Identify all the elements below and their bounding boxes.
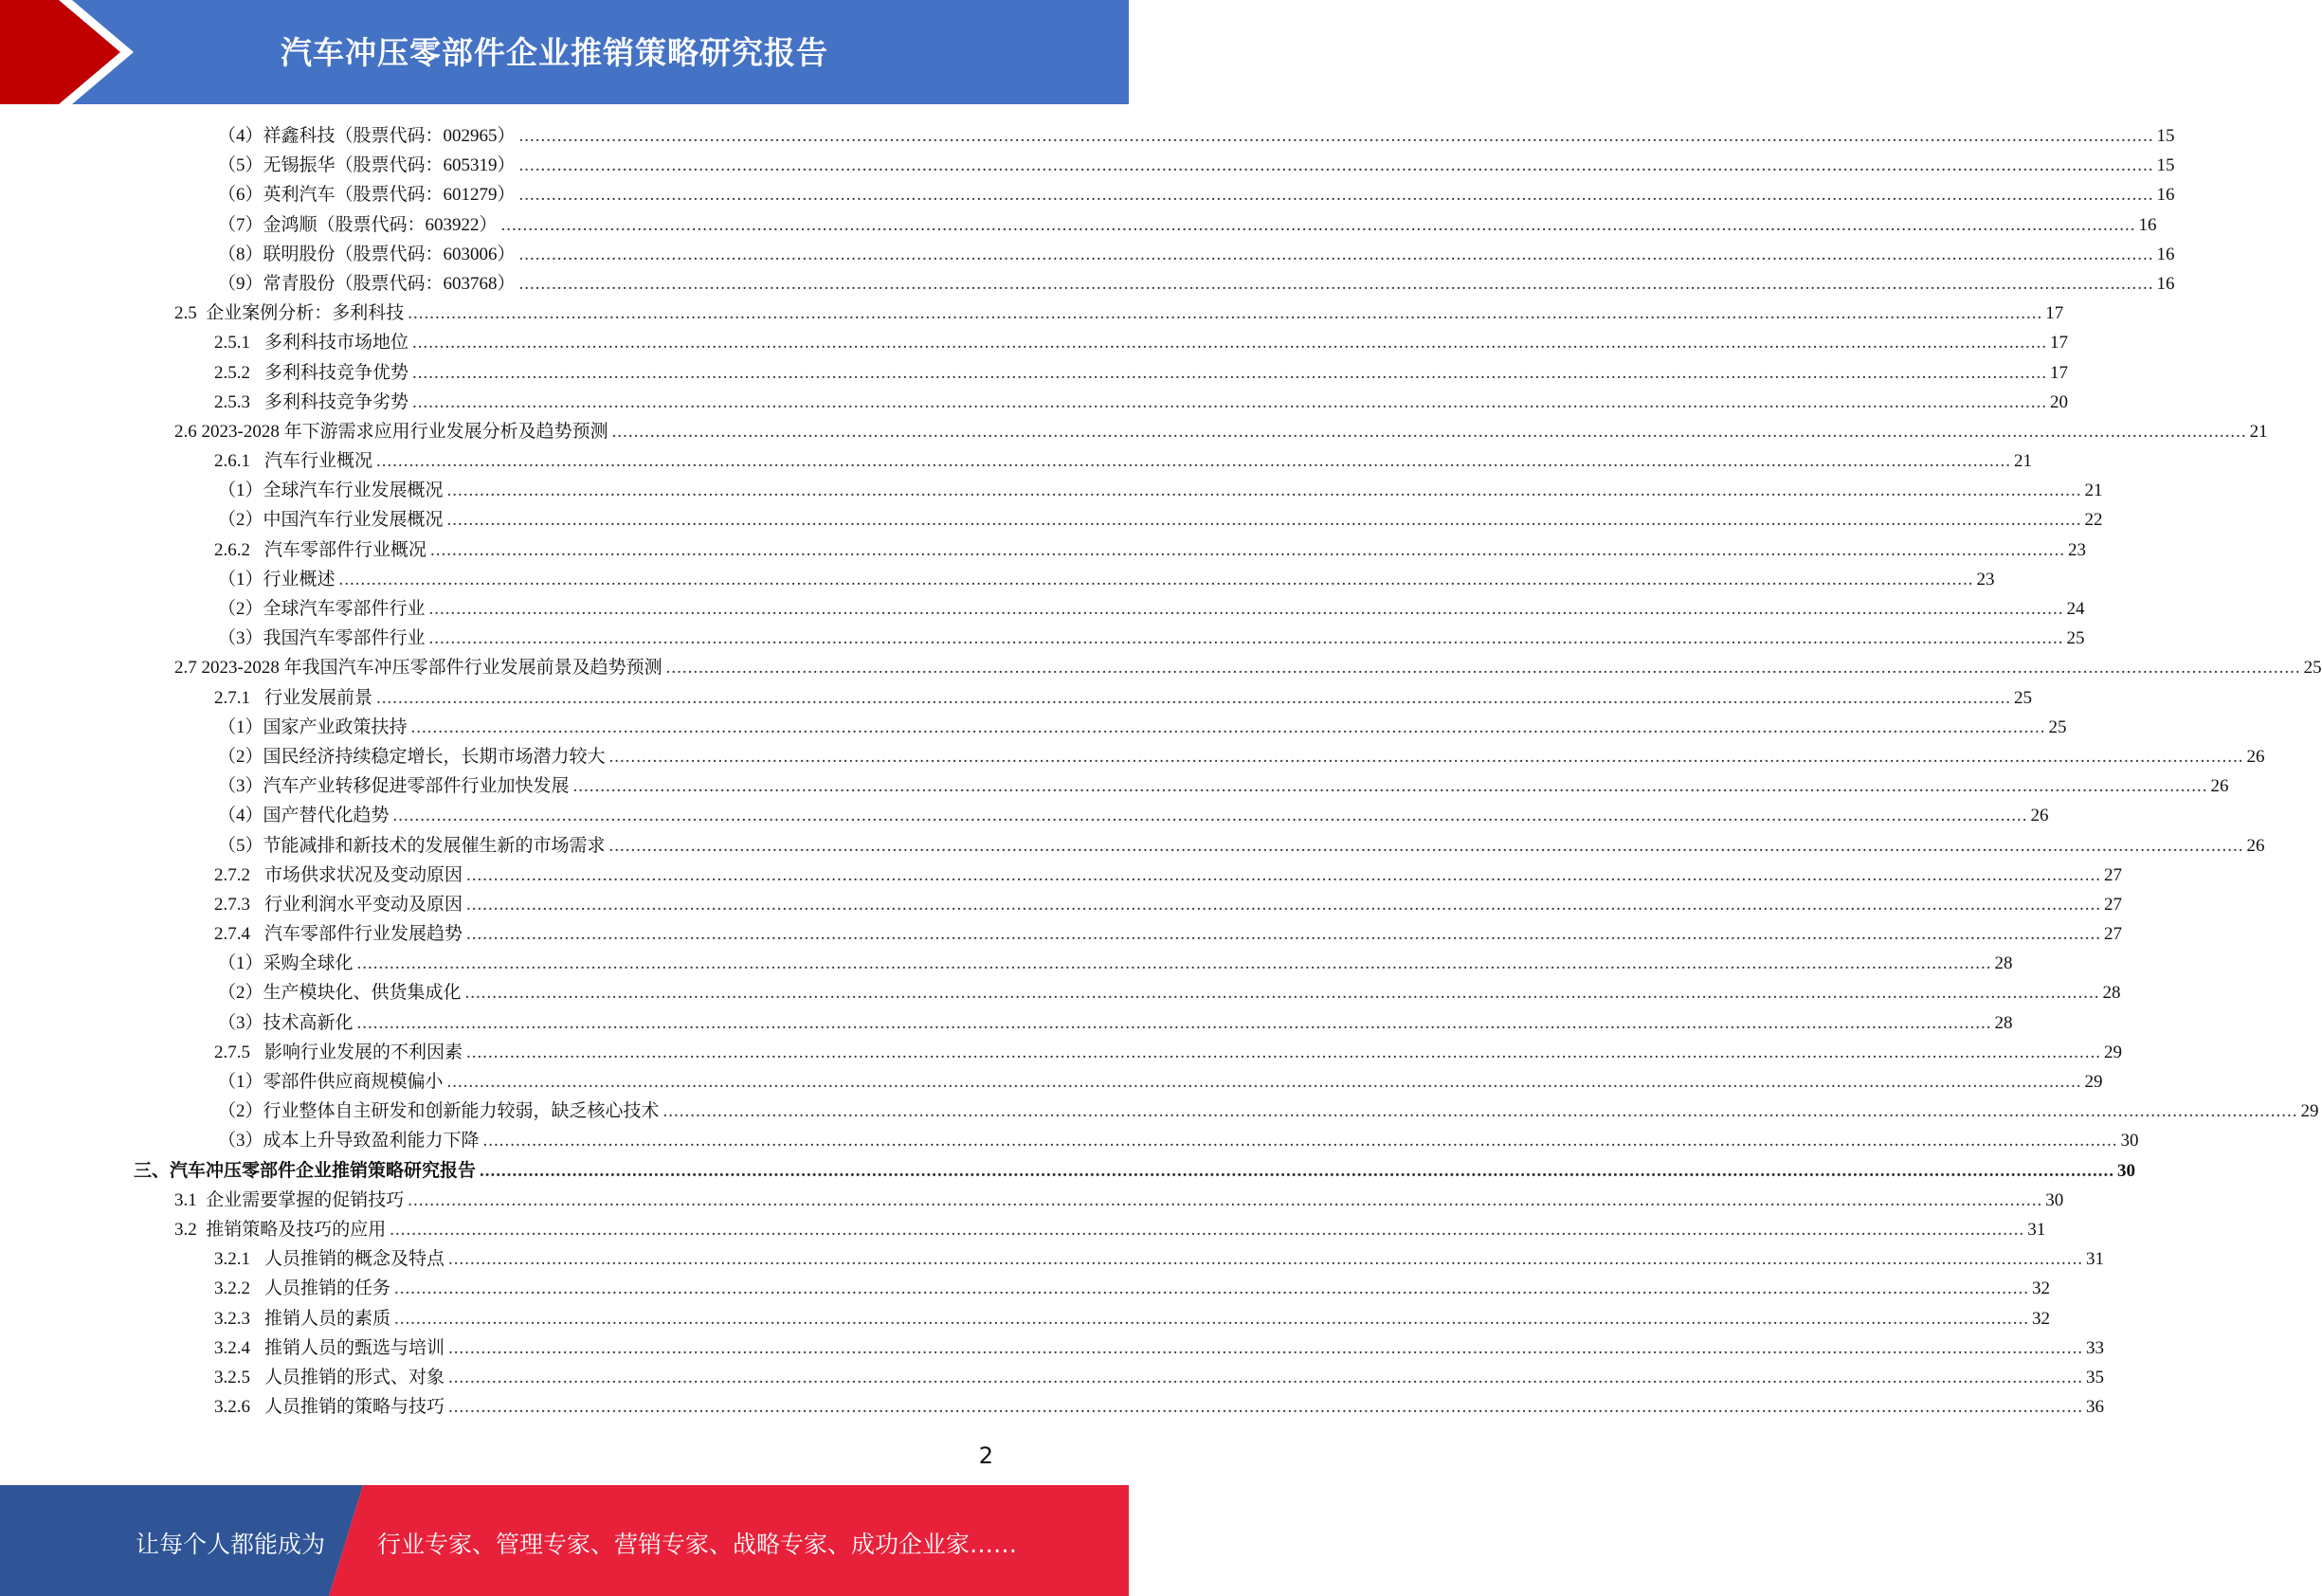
toc-entry-number: （1） — [218, 481, 263, 501]
toc-entry-title: 行业利润水平变动及原因 — [264, 894, 463, 915]
toc-entry[interactable] — [0, 1244, 2105, 1274]
toc-dot-leader: ............................................................................................................................................................................................................................................................................................................ — [446, 481, 2082, 501]
toc-dot-leader: ............................................................................................................................................................................................................................................................................................................ — [428, 628, 2064, 649]
toc-entry-page: 28 — [1994, 953, 2013, 974]
toc-entry[interactable] — [0, 831, 2265, 861]
toc-entry-number: 3.2.1 — [214, 1249, 250, 1270]
toc-entry-number: 2.7.5 — [214, 1042, 250, 1062]
toc-entry-number: 2.7.1 — [214, 687, 250, 708]
toc-dot-leader: ............................................................................................................................................................................................................................................................................................................ — [376, 687, 2012, 708]
toc-entry-page: 25 — [2014, 687, 2033, 708]
toc-entry[interactable] — [0, 328, 2069, 357]
toc-entry-title: 人员推销的形式、对象 — [264, 1367, 445, 1387]
toc-dot-leader: ............................................................................................................................................................................................................................................................................................................ — [446, 510, 2082, 531]
table-of-contents — [0, 121, 2322, 1422]
toc-dot-leader: ............................................................................................................................................................................................................................................................................................................ — [448, 1337, 2084, 1358]
toc-dot-leader: ............................................................................................................................................................................................................................................................................................................ — [448, 1367, 2084, 1387]
toc-dot-leader: ............................................................................................................................................................................................................................................................................................................ — [428, 599, 2064, 619]
toc-entry-page: 30 — [2117, 1160, 2136, 1181]
toc-entry-page: 21 — [2014, 451, 2033, 472]
toc-entry-title: 零部件供应商规模偏小 — [263, 1072, 444, 1092]
toc-entry-page: 17 — [2050, 362, 2069, 383]
toc-entry-number: 2.5.3 — [214, 391, 250, 412]
toc-dot-leader: ............................................................................................................................................................................................................................................................................................................ — [446, 1072, 2082, 1092]
toc-entry-number: 2.6.2 — [214, 539, 250, 560]
toc-entry[interactable] — [0, 1156, 2136, 1186]
toc-entry[interactable] — [0, 1392, 2105, 1422]
toc-entry-page: 16 — [2156, 185, 2175, 206]
toc-entry-title: 推销策略及技巧的应用 — [206, 1219, 387, 1240]
toc-entry-page: 15 — [2156, 155, 2175, 176]
toc-entry-number: （5） — [218, 835, 263, 856]
toc-entry-number: 2.7.3 — [214, 894, 250, 915]
toc-entry-number: （4） — [218, 126, 263, 146]
toc-entry[interactable] — [0, 1067, 2103, 1097]
toc-entry-title: 国产替代化趋势 — [263, 806, 390, 826]
toc-entry-title: 多利科技竞争劣势 — [264, 391, 409, 412]
toc-entry-page: 20 — [2050, 391, 2069, 412]
toc-entry-title: 人员推销的策略与技巧 — [264, 1397, 445, 1418]
toc-dot-leader: ............................................................................................................................................................................................................................................................................................................ — [665, 658, 2301, 679]
footer-slogan-right: 行业专家、管理专家、营销专家、战略专家、成功企业家…… — [377, 1531, 1018, 1558]
toc-dot-leader: ............................................................................................................................................................................................................................................................................................................ — [412, 362, 2048, 383]
toc-entry-title: 节能减排和新技术的发展催生新的市场需求 — [263, 835, 606, 856]
toc-entry-page: 25 — [2048, 716, 2067, 737]
toc-entry[interactable] — [0, 1274, 2051, 1303]
toc-entry-page: 32 — [2032, 1279, 2051, 1299]
toc-entry[interactable] — [0, 565, 1995, 594]
toc-entry[interactable] — [0, 240, 2175, 269]
toc-entry-title: 汽车冲压零部件企业推销策略研究报告 — [170, 1160, 477, 1181]
toc-entry[interactable] — [0, 919, 2123, 949]
toc-entry[interactable] — [0, 683, 2033, 713]
toc-dot-leader: ............................................................................................................................................................................................................................................................................................................ — [410, 716, 2046, 737]
toc-entry-page: 16 — [2156, 244, 2175, 264]
toc-entry[interactable] — [0, 1126, 2139, 1155]
toc-dot-leader: ............................................................................................................................................................................................................................................................................................................ — [448, 1249, 2084, 1270]
toc-entry-number: （4） — [218, 806, 263, 826]
toc-entry-number: 2.7.2 — [214, 864, 250, 885]
toc-entry-page: 27 — [2104, 864, 2123, 885]
toc-entry[interactable] — [0, 269, 2175, 299]
toc-entry-title: 常青股份（股票代码：603768） — [263, 273, 516, 294]
toc-entry-title: 市场供求状况及变动原因 — [264, 864, 463, 885]
toc-dot-leader: ............................................................................................................................................................................................................................................................................................................ — [480, 1160, 2115, 1181]
toc-entry-page: 29 — [2104, 1042, 2123, 1062]
toc-entry-number: 2.5 — [174, 303, 207, 324]
toc-entry[interactable] — [0, 771, 2229, 801]
toc-entry-number: 3.2.4 — [214, 1337, 250, 1358]
toc-entry[interactable] — [0, 417, 2268, 446]
toc-entry-title: 全球汽车零部件行业 — [263, 599, 426, 619]
toc-dot-leader: ............................................................................................................................................................................................................................................................................................................ — [518, 155, 2154, 176]
toc-entry[interactable] — [0, 890, 2123, 919]
toc-dot-leader: ............................................................................................................................................................................................................................................................................................................ — [608, 835, 2244, 856]
toc-entry-page: 29 — [2084, 1072, 2103, 1092]
toc-entry-title: 国民经济持续稳定增长，长期市场潜力较大 — [263, 746, 606, 767]
toc-entry-page: 22 — [2084, 510, 2103, 531]
toc-entry-page: 32 — [2032, 1308, 2051, 1329]
toc-entry-number: （5） — [218, 155, 263, 176]
toc-entry-number: 2.6 — [174, 421, 202, 442]
toc-entry-title: 行业概述 — [263, 569, 336, 589]
toc-entry-title: 2023-2028 年下游需求应用行业发展分析及趋势预测 — [201, 421, 608, 442]
toc-entry-number: （6） — [218, 185, 263, 206]
toc-entry-number: （2） — [218, 599, 263, 619]
toc-entry-title: 中国汽车行业发展概况 — [263, 510, 444, 531]
toc-entry[interactable] — [0, 210, 2157, 240]
toc-entry-title: 我国汽车零部件行业 — [263, 628, 426, 649]
page-footer — [0, 1485, 1129, 1596]
toc-entry[interactable] — [0, 978, 2121, 1007]
toc-entry-page: 25 — [2066, 628, 2085, 649]
toc-entry[interactable] — [0, 505, 2103, 535]
toc-entry-page: 21 — [2084, 481, 2103, 501]
toc-entry[interactable] — [0, 151, 2175, 180]
toc-entry-title: 企业案例分析：多利科技 — [206, 303, 405, 324]
toc-dot-leader: ............................................................................................................................................................................................................................................................................................................ — [518, 126, 2154, 146]
toc-entry-page: 28 — [2102, 983, 2121, 1004]
toc-entry-number: （1） — [218, 569, 263, 589]
toc-dot-leader: ............................................................................................................................................................................................................................................................................................................ — [662, 1101, 2298, 1122]
toc-entry-page: 35 — [2086, 1367, 2105, 1387]
toc-entry[interactable] — [0, 1186, 2064, 1215]
toc-dot-leader: ............................................................................................................................................................................................................................................................................................................ — [608, 746, 2244, 767]
toc-entry[interactable] — [0, 861, 2123, 890]
toc-entry-page: 17 — [2050, 333, 2069, 354]
toc-entry-page: 26 — [2210, 776, 2229, 797]
toc-entry-page: 17 — [2045, 303, 2064, 324]
toc-entry-page: 29 — [2300, 1101, 2319, 1122]
toc-entry-page: 27 — [2104, 894, 2123, 915]
toc-entry-title: 企业需要掌握的促销技巧 — [206, 1189, 405, 1210]
toc-entry[interactable] — [0, 180, 2175, 209]
toc-dot-leader: ............................................................................................................................................................................................................................................................................................................ — [356, 953, 1992, 974]
toc-dot-leader: ............................................................................................................................................................................................................................................................................................................ — [430, 539, 2066, 560]
toc-entry-title: 金鸿顺（股票代码：603922） — [263, 214, 498, 235]
toc-entry[interactable] — [0, 446, 2033, 476]
toc-dot-leader: ............................................................................................................................................................................................................................................................................................................ — [482, 1131, 2118, 1152]
toc-dot-leader: ............................................................................................................................................................................................................................................................................................................ — [338, 569, 1974, 589]
toc-entry-title: 汽车行业概况 — [264, 451, 373, 472]
toc-entry[interactable] — [0, 1215, 2046, 1244]
toc-entry-number: （9） — [218, 273, 263, 294]
toc-entry-title: 联明股份（股票代码：603006） — [263, 244, 516, 264]
toc-entry-title: 英利汽车（股票代码：601279） — [263, 185, 516, 206]
toc-entry-number: （1） — [218, 1072, 263, 1092]
toc-entry-title: 推销人员的甄选与培训 — [264, 1337, 445, 1358]
toc-dot-leader: ............................................................................................................................................................................................................................................................................................................ — [518, 185, 2154, 206]
toc-dot-leader: ............................................................................................................................................................................................................................................................................................................ — [408, 1189, 2043, 1210]
toc-dot-leader: ............................................................................................................................................................................................................................................................................................................ — [466, 894, 2102, 915]
toc-entry[interactable] — [0, 653, 2322, 682]
toc-entry[interactable] — [0, 949, 2013, 978]
toc-entry-title: 行业发展前景 — [264, 687, 373, 708]
toc-entry-number: 2.5.2 — [214, 362, 250, 383]
toc-entry-title: 多利科技市场地位 — [264, 333, 409, 354]
toc-entry-page: 21 — [2249, 421, 2268, 442]
toc-entry[interactable] — [0, 594, 2085, 624]
toc-entry-title: 无锡振华（股票代码：605319） — [263, 155, 516, 176]
toc-entry-page: 36 — [2086, 1397, 2105, 1418]
toc-entry-number: （2） — [218, 983, 263, 1004]
toc-entry-page: 23 — [2068, 539, 2087, 560]
toc-entry[interactable] — [0, 1097, 2319, 1126]
toc-dot-leader: ............................................................................................................................................................................................................................................................................................................ — [412, 333, 2048, 354]
toc-entry-number: （8） — [218, 244, 263, 264]
toc-entry[interactable] — [0, 742, 2265, 771]
toc-entry-title: 人员推销的概念及特点 — [264, 1249, 445, 1270]
toc-entry-number: 3.2.5 — [214, 1367, 250, 1387]
toc-entry-number: （1） — [218, 716, 263, 737]
toc-entry-number: 3.2.6 — [214, 1397, 250, 1418]
toc-entry-page: 24 — [2066, 599, 2085, 619]
toc-entry[interactable] — [0, 1008, 2013, 1038]
toc-entry-title: 全球汽车行业发展概况 — [263, 481, 444, 501]
toc-entry-title: 汽车零部件行业概况 — [264, 539, 427, 560]
footer-slogan-left: 让每个人都能成为 — [136, 1531, 326, 1558]
report-title: 汽车冲压零部件企业推销策略研究报告 — [281, 34, 828, 71]
toc-entry[interactable] — [0, 713, 2067, 742]
toc-dot-leader: ............................................................................................................................................................................................................................................................................................................ — [448, 1397, 2084, 1418]
toc-entry-page: 31 — [2086, 1249, 2105, 1270]
toc-dot-leader: ............................................................................................................................................................................................................................................................................................................ — [518, 244, 2154, 264]
toc-dot-leader: ............................................................................................................................................................................................................................................................................................................ — [518, 273, 2154, 294]
toc-entry-page: 23 — [1976, 569, 1995, 589]
toc-dot-leader: ............................................................................................................................................................................................................................................................................................................ — [376, 451, 2012, 472]
toc-entry-number: （7） — [218, 214, 263, 235]
toc-entry-number: （2） — [218, 1101, 263, 1122]
toc-entry-title: 2023-2028 年我国汽车冲压零部件行业发展前景及趋势预测 — [201, 658, 662, 679]
toc-dot-leader: ............................................................................................................................................................................................................................................................................................................ — [500, 214, 2136, 235]
toc-entry-number: 3.2.2 — [214, 1279, 250, 1299]
toc-entry-number: 3.2 — [174, 1219, 207, 1240]
toc-entry-page: 16 — [2138, 214, 2157, 235]
toc-dot-leader: ............................................................................................................................................................................................................................................................................................................ — [356, 1012, 1992, 1033]
toc-dot-leader: ............................................................................................................................................................................................................................................................................................................ — [611, 421, 2247, 442]
toc-entry-page: 30 — [2120, 1131, 2139, 1152]
toc-entry-title: 汽车零部件行业发展趋势 — [264, 924, 463, 945]
toc-entry-number: 2.7.4 — [214, 924, 250, 945]
toc-entry-number: 3.2.3 — [214, 1308, 250, 1329]
toc-entry-title: 国家产业政策扶持 — [263, 716, 408, 737]
toc-dot-leader: ............................................................................................................................................................................................................................................................................................................ — [392, 806, 2028, 826]
toc-entry-title: 多利科技竞争优势 — [264, 362, 409, 383]
toc-entry-title: 影响行业发展的不利因素 — [264, 1042, 463, 1062]
toc-dot-leader: ............................................................................................................................................................................................................................................................................................................ — [466, 1042, 2102, 1062]
toc-entry-page: 26 — [2246, 835, 2265, 856]
toc-dot-leader: ............................................................................................................................................................................................................................................................................................................ — [464, 983, 2100, 1004]
toc-entry-title: 祥鑫科技（股票代码：002965） — [263, 126, 516, 146]
toc-entry-page: 16 — [2156, 273, 2175, 294]
toc-dot-leader: ............................................................................................................................................................................................................................................................................................................ — [466, 924, 2102, 945]
toc-dot-leader: ............................................................................................................................................................................................................................................................................................................ — [466, 864, 2102, 885]
page-header — [0, 0, 1129, 104]
page-number: 2 — [978, 1442, 993, 1469]
toc-entry-number: 2.5.1 — [214, 333, 250, 354]
toc-entry-number: 三、 — [134, 1160, 171, 1181]
toc-entry-page: 26 — [2246, 746, 2265, 767]
toc-entry-title: 汽车产业转移促进零部件行业加快发展 — [263, 776, 570, 797]
toc-entry-title: 行业整体自主研发和创新能力较弱，缺乏核心技术 — [263, 1101, 660, 1122]
toc-entry-number: （3） — [218, 1131, 263, 1152]
toc-entry-page: 31 — [2027, 1219, 2046, 1240]
toc-entry-number: 2.7 — [174, 658, 202, 679]
toc-entry-number: （3） — [218, 776, 263, 797]
toc-entry[interactable] — [0, 1363, 2105, 1392]
toc-entry-number: （1） — [218, 953, 263, 974]
toc-entry-number: （2） — [218, 746, 263, 767]
toc-entry-title: 技术高新化 — [263, 1012, 354, 1033]
toc-entry-title: 人员推销的任务 — [264, 1279, 391, 1299]
toc-entry-number: 2.6.1 — [214, 451, 250, 472]
toc-dot-leader: ............................................................................................................................................................................................................................................................................................................ — [412, 391, 2048, 412]
toc-entry[interactable] — [0, 1304, 2051, 1333]
toc-entry-title: 采购全球化 — [263, 953, 354, 974]
toc-entry-number: （3） — [218, 1012, 263, 1033]
toc-entry-page: 33 — [2086, 1337, 2105, 1358]
toc-entry-page: 26 — [2030, 806, 2049, 826]
toc-entry-page: 15 — [2156, 126, 2175, 146]
toc-entry-title: 推销人员的素质 — [264, 1308, 391, 1329]
toc-dot-leader: ............................................................................................................................................................................................................................................................................................................ — [390, 1219, 2025, 1240]
toc-entry[interactable] — [0, 624, 2085, 653]
toc-entry-title: 成本上升导致盈利能力下降 — [263, 1131, 480, 1152]
toc-entry-page: 27 — [2104, 924, 2123, 945]
toc-entry[interactable] — [0, 476, 2103, 505]
toc-dot-leader: ............................................................................................................................................................................................................................................................................................................ — [572, 776, 2208, 797]
toc-entry[interactable] — [0, 121, 2175, 151]
toc-entry[interactable] — [0, 1333, 2105, 1363]
toc-entry[interactable] — [0, 1038, 2123, 1067]
toc-entry[interactable] — [0, 299, 2064, 328]
toc-entry-title: 生产模块化、供货集成化 — [263, 983, 462, 1004]
toc-entry-number: （2） — [218, 510, 263, 531]
toc-entry-page: 30 — [2045, 1189, 2064, 1210]
toc-entry[interactable] — [0, 535, 2087, 565]
toc-entry[interactable] — [0, 801, 2049, 830]
toc-dot-leader: ............................................................................................................................................................................................................................................................................................................ — [394, 1308, 2030, 1329]
toc-entry-page: 25 — [2303, 658, 2322, 679]
toc-entry[interactable] — [0, 358, 2069, 388]
toc-entry-number: （3） — [218, 628, 263, 649]
toc-entry-number: 3.1 — [174, 1189, 207, 1210]
toc-entry-page: 28 — [1994, 1012, 2013, 1033]
toc-dot-leader: ............................................................................................................................................................................................................................................................................................................ — [394, 1279, 2030, 1299]
toc-entry[interactable] — [0, 388, 2069, 417]
toc-dot-leader: ............................................................................................................................................................................................................................................................................................................ — [408, 303, 2043, 324]
